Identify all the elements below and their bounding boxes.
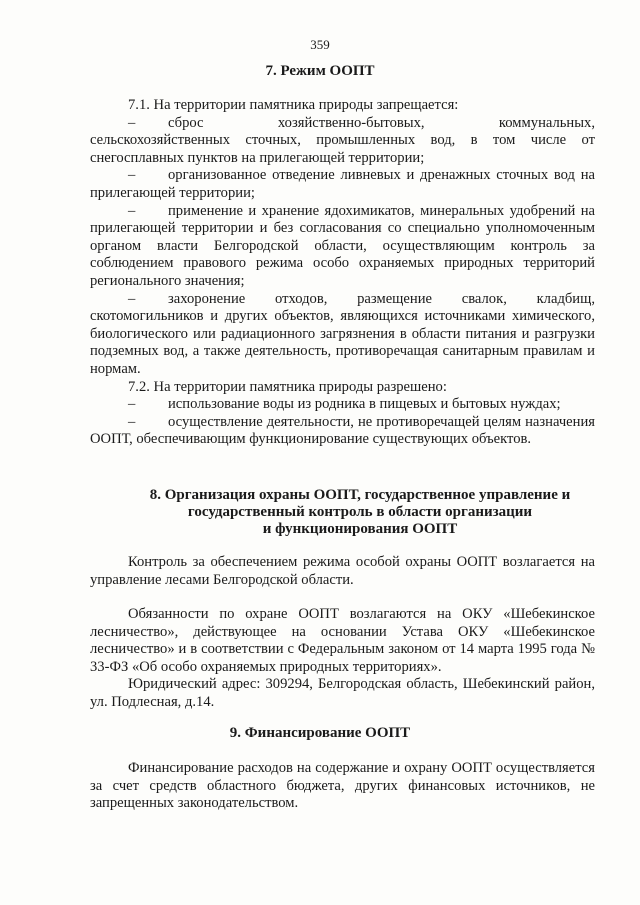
section-8-title-line-1: 8. Организация охраны ООПТ, государственное управление и xyxy=(149,487,571,503)
list-dash: – xyxy=(128,290,136,307)
list-dash: – xyxy=(128,202,136,219)
list-item: – применение и хранение ядохимикатов, минеральных удобрений на прилегающей территории и без согласования со специально уполномоченным органом власти Белгородской области, осуществляющим контроль за соблюдением правового режима особо охраняемых природных территорий регионального значения; xyxy=(90,202,595,289)
section-7-2-intro: 7.2. На территории памятника природы разрешено: xyxy=(128,378,447,395)
section-8-title-line-2: государственный контроль в области организации xyxy=(187,504,533,520)
list-item: – захоронение отходов, размещение свалок, кладбищ, скотомогильников и других объектов, являющихся источниками химического, биологического или радиационного загрязнения в области питания и разгрузки подземных вод, а также деятельность, противоречащая санитарным правилам и нормам. xyxy=(90,290,595,377)
section-8-paragraph-1: Контроль за обеспечением режима особой охраны ООПТ возлагается на управление лесами Белгородской области. xyxy=(90,554,595,588)
list-dash: – xyxy=(128,167,136,184)
section-9-title: 9. Финансирование ООПТ xyxy=(229,725,411,741)
page-number: 359 xyxy=(310,37,330,52)
section-7-1-intro: 7.1. На территории памятника природы запрещается: xyxy=(128,97,459,113)
list-item: – сброс хозяйственно-бытовых, коммунальных, сельскохозяйственных сточных, промышленных вод, в том числе от снегосплавных пунктов на прилегающей территории; xyxy=(90,114,595,166)
section-9-paragraph-1: Финансирование расходов на содержание и охрану ООПТ осуществляется за счет средств областного бюджета, других финансовых источников, не запрещенных законодательством. xyxy=(90,760,595,812)
section-8-address: Юридический адрес: 309294, Белгородская область, Шебекинский район, ул. Подлесная, д.14. xyxy=(90,676,595,710)
section-7-body xyxy=(90,97,595,449)
list-dash: – xyxy=(128,396,136,413)
section-8-title-line-3: и функционирования ООПТ xyxy=(262,521,458,537)
section-7-title: 7. Режим ООПТ xyxy=(265,63,375,79)
list-dash: – xyxy=(128,114,136,131)
list-item: – организованное отведение ливневых и дренажных сточных вод на прилегающей территории; xyxy=(90,167,595,201)
list-item: – использование воды из родника в пищевых и бытовых нуждах; xyxy=(90,396,595,414)
list-dash: – xyxy=(128,413,136,430)
section-8-paragraph-2: Обязанности по охране ООПТ возлагаются на ОКУ «Шебекинское лесничество», действующее на основании Устава ОКУ «Шебекинское лесничество» и в соответствии с Федеральным законом от 14 марта 1995 года № 33-ФЗ «Об особо охраняемых природных территориях». xyxy=(90,606,595,675)
list-item: – осуществление деятельности, не противоречащей целям назначения ООПТ, обеспечивающим функционирование существующих объектов. xyxy=(90,413,595,448)
